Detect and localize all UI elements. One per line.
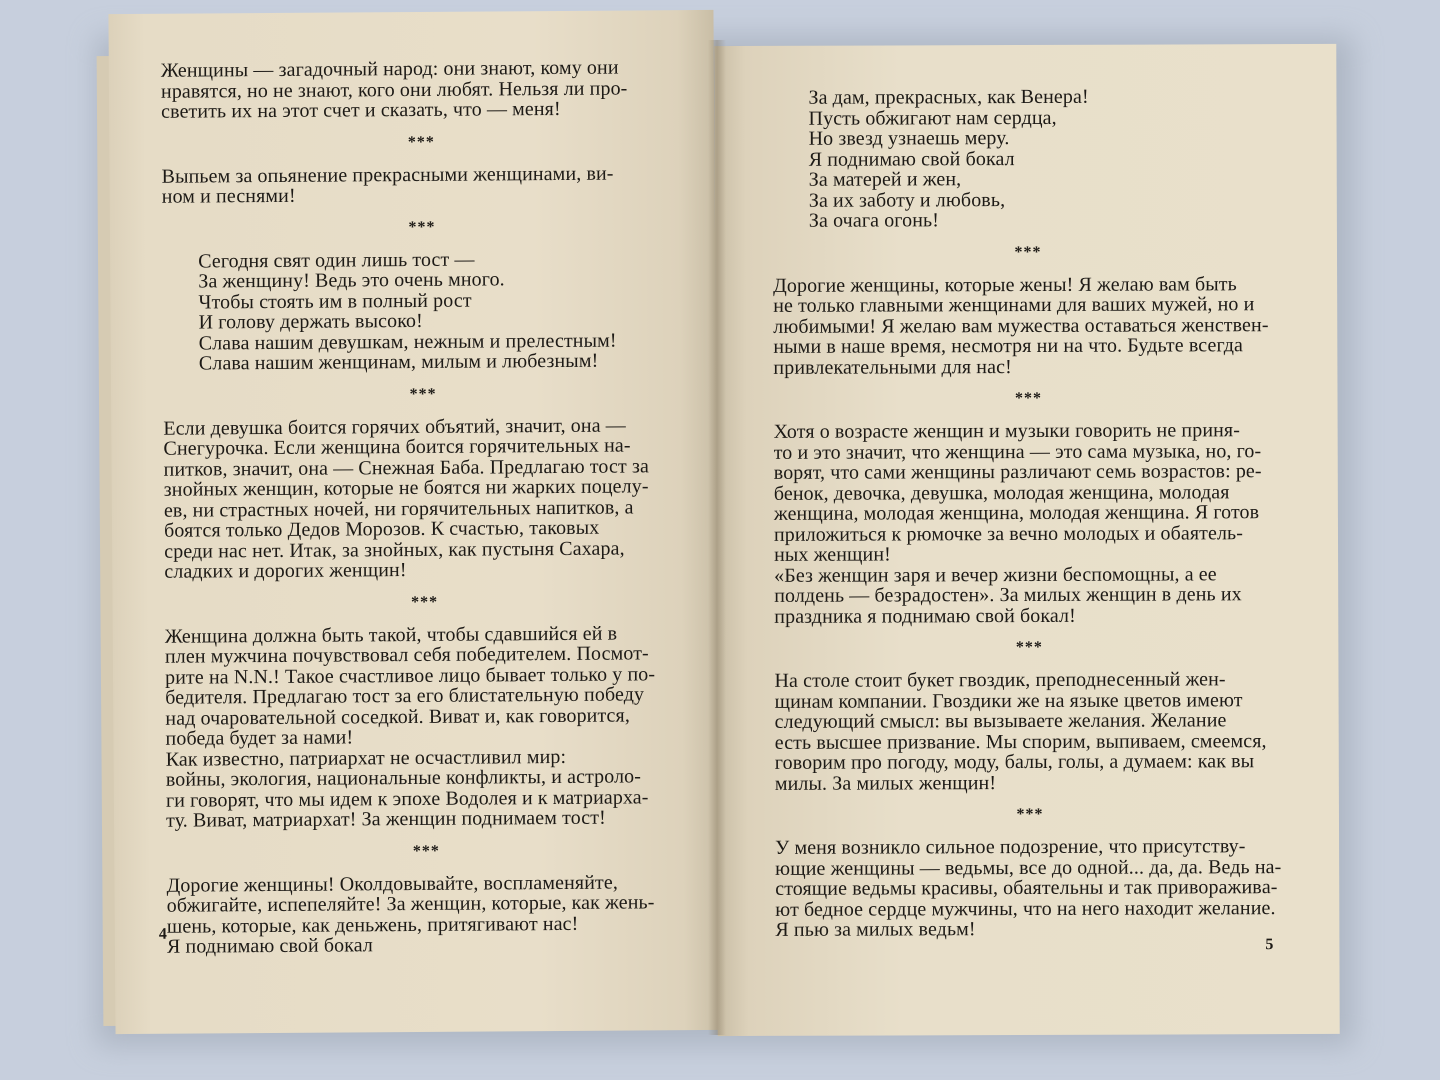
section-divider: *** [412, 842, 440, 860]
paragraph: Дорогие женщины, которые жены! Я желаю вам быть не только главными женщинами для ваших мужей, но и любимыми! Я желаю вам мужества оставаться женствен- ными в наше время, несмотря ни на что. Будьте всегда привлекательными для нас! [773, 272, 1269, 379]
paragraph: Дорогие женщины! Околдовывайте, воспламеняйте, обжигайте, испепеляйте! За женщин, которые, как жень- шень, которые, как деньжень, притягивают нас! Я поднимаю свой бокал [166, 871, 655, 958]
left-page-text [158, 56, 687, 958]
poem-block: За дам, прекрасных, как Венера! Пусть обжигают нам сердца, Но звезд узнаешь меру. Я поднимаю свой бокал За матерей и жен, За их заботу и любовь, За очага огонь! [808, 85, 1089, 232]
section-divider: *** [410, 593, 439, 611]
right-page-number: 5 [1265, 936, 1274, 954]
paragraph: У меня возникло сильное подозрение, что присутству- ющие женщины — ведьмы, все до одной... да, да. Ведь на- стоящие ведьмы красивы, обаятельны и так привораживa- ют бедное сердце мужчины, что на него находит желание. Я пью за милых ведьм! [775, 835, 1282, 941]
right-page [714, 44, 1339, 1036]
paragraph: Женщина должна быть такой, чтобы сдавшийся ей в плен мужчина почувствовал себя победителем. Посмот- рите на N.N.! Такое счастливое лицо бывает только у по- бедителя. Предлагаю тост за его блистательную победу над очаровательной соседкой. Виват и, как говорится, победа будет за нами! Как известно, патриархат не осчастливил мир: войны, экология, национальные конфликты, и астроло- ги говорят, что мы идем к эпохе Водолея и к матриарха- ту. Виват, матриархат! За женщин поднимаем тост! [164, 622, 656, 832]
paragraph: Женщины — загадочный народ: они знают, кому они нравятся, но не знают, кого они любят. Нельзя ли про- светить их на этот счет и сказать, что — меня! [160, 56, 628, 123]
poem-block: Сегодня свят один лишь тост — За женщину! Ведь это очень много. Чтобы стоять им в полный рост И голову держать высоко! Слава нашим девушкам, нежным и прелестным! Слава нашим женщинам, милым и любезным! [198, 248, 617, 375]
section-divider: *** [1015, 638, 1043, 657]
paragraph: Хотя о возрасте женщин и музыки говорить не приня- то и это значит, что женщина — это сама музыка, но, го- ворят, что сами женщины различают семь возрастов: ре- бенок, девочка, девушка, молодая женщина, молодая женщина, молодая женщина, молодая женщина. Я готов приложиться к рюмочке за вечно молодых и обаятель- ных женщин! «Без женщин заря и вечер жизни беспомощны, а ее полдень — безрадостен». За милых женщин в день их праздника я поднимаю свой бокал! [773, 419, 1262, 628]
right-page-text [772, 86, 1285, 940]
section-divider: *** [407, 133, 435, 151]
left-page [108, 10, 720, 1034]
left-page-number: 4 [158, 925, 167, 943]
section-divider: *** [1016, 805, 1044, 824]
section-divider: *** [408, 218, 436, 236]
section-divider: *** [409, 385, 437, 403]
section-divider: *** [1014, 243, 1042, 261]
paragraph: На столе стоит букет гвоздик, преподнесенный жен- щинам компании. Гвоздики же на языке цветов имеют следующий смысл: вы вызываете желания. Желание есть высшее призвание. Мы спорим, выпиваем, смеемся, говорим про погоду, моду, балы, голы, а думаем: как вы милы. За милых женщин! [774, 668, 1267, 795]
paragraph: Если девушка боится горячих объятий, значит, она — Снегурочка. Если женщина боится горячительных на- питков, значит, она — Снежная Баба. Предлагаю тост за знойных женщин, которые не боятся ни жарких поцелу- ев, ни страстных ночей, ни горячительных напитков, а боятся только Дедов Морозов. К счастью, таковых среди нас нет. Итак, за знойных, как пустыня Сахара, сладких и дорогих женщин! [163, 414, 649, 583]
book-gutter [708, 40, 726, 1035]
paragraph: Выпьем за опьянение прекрасными женщинами, ви- ном и песнями! [161, 162, 614, 208]
section-divider: *** [1014, 389, 1043, 408]
